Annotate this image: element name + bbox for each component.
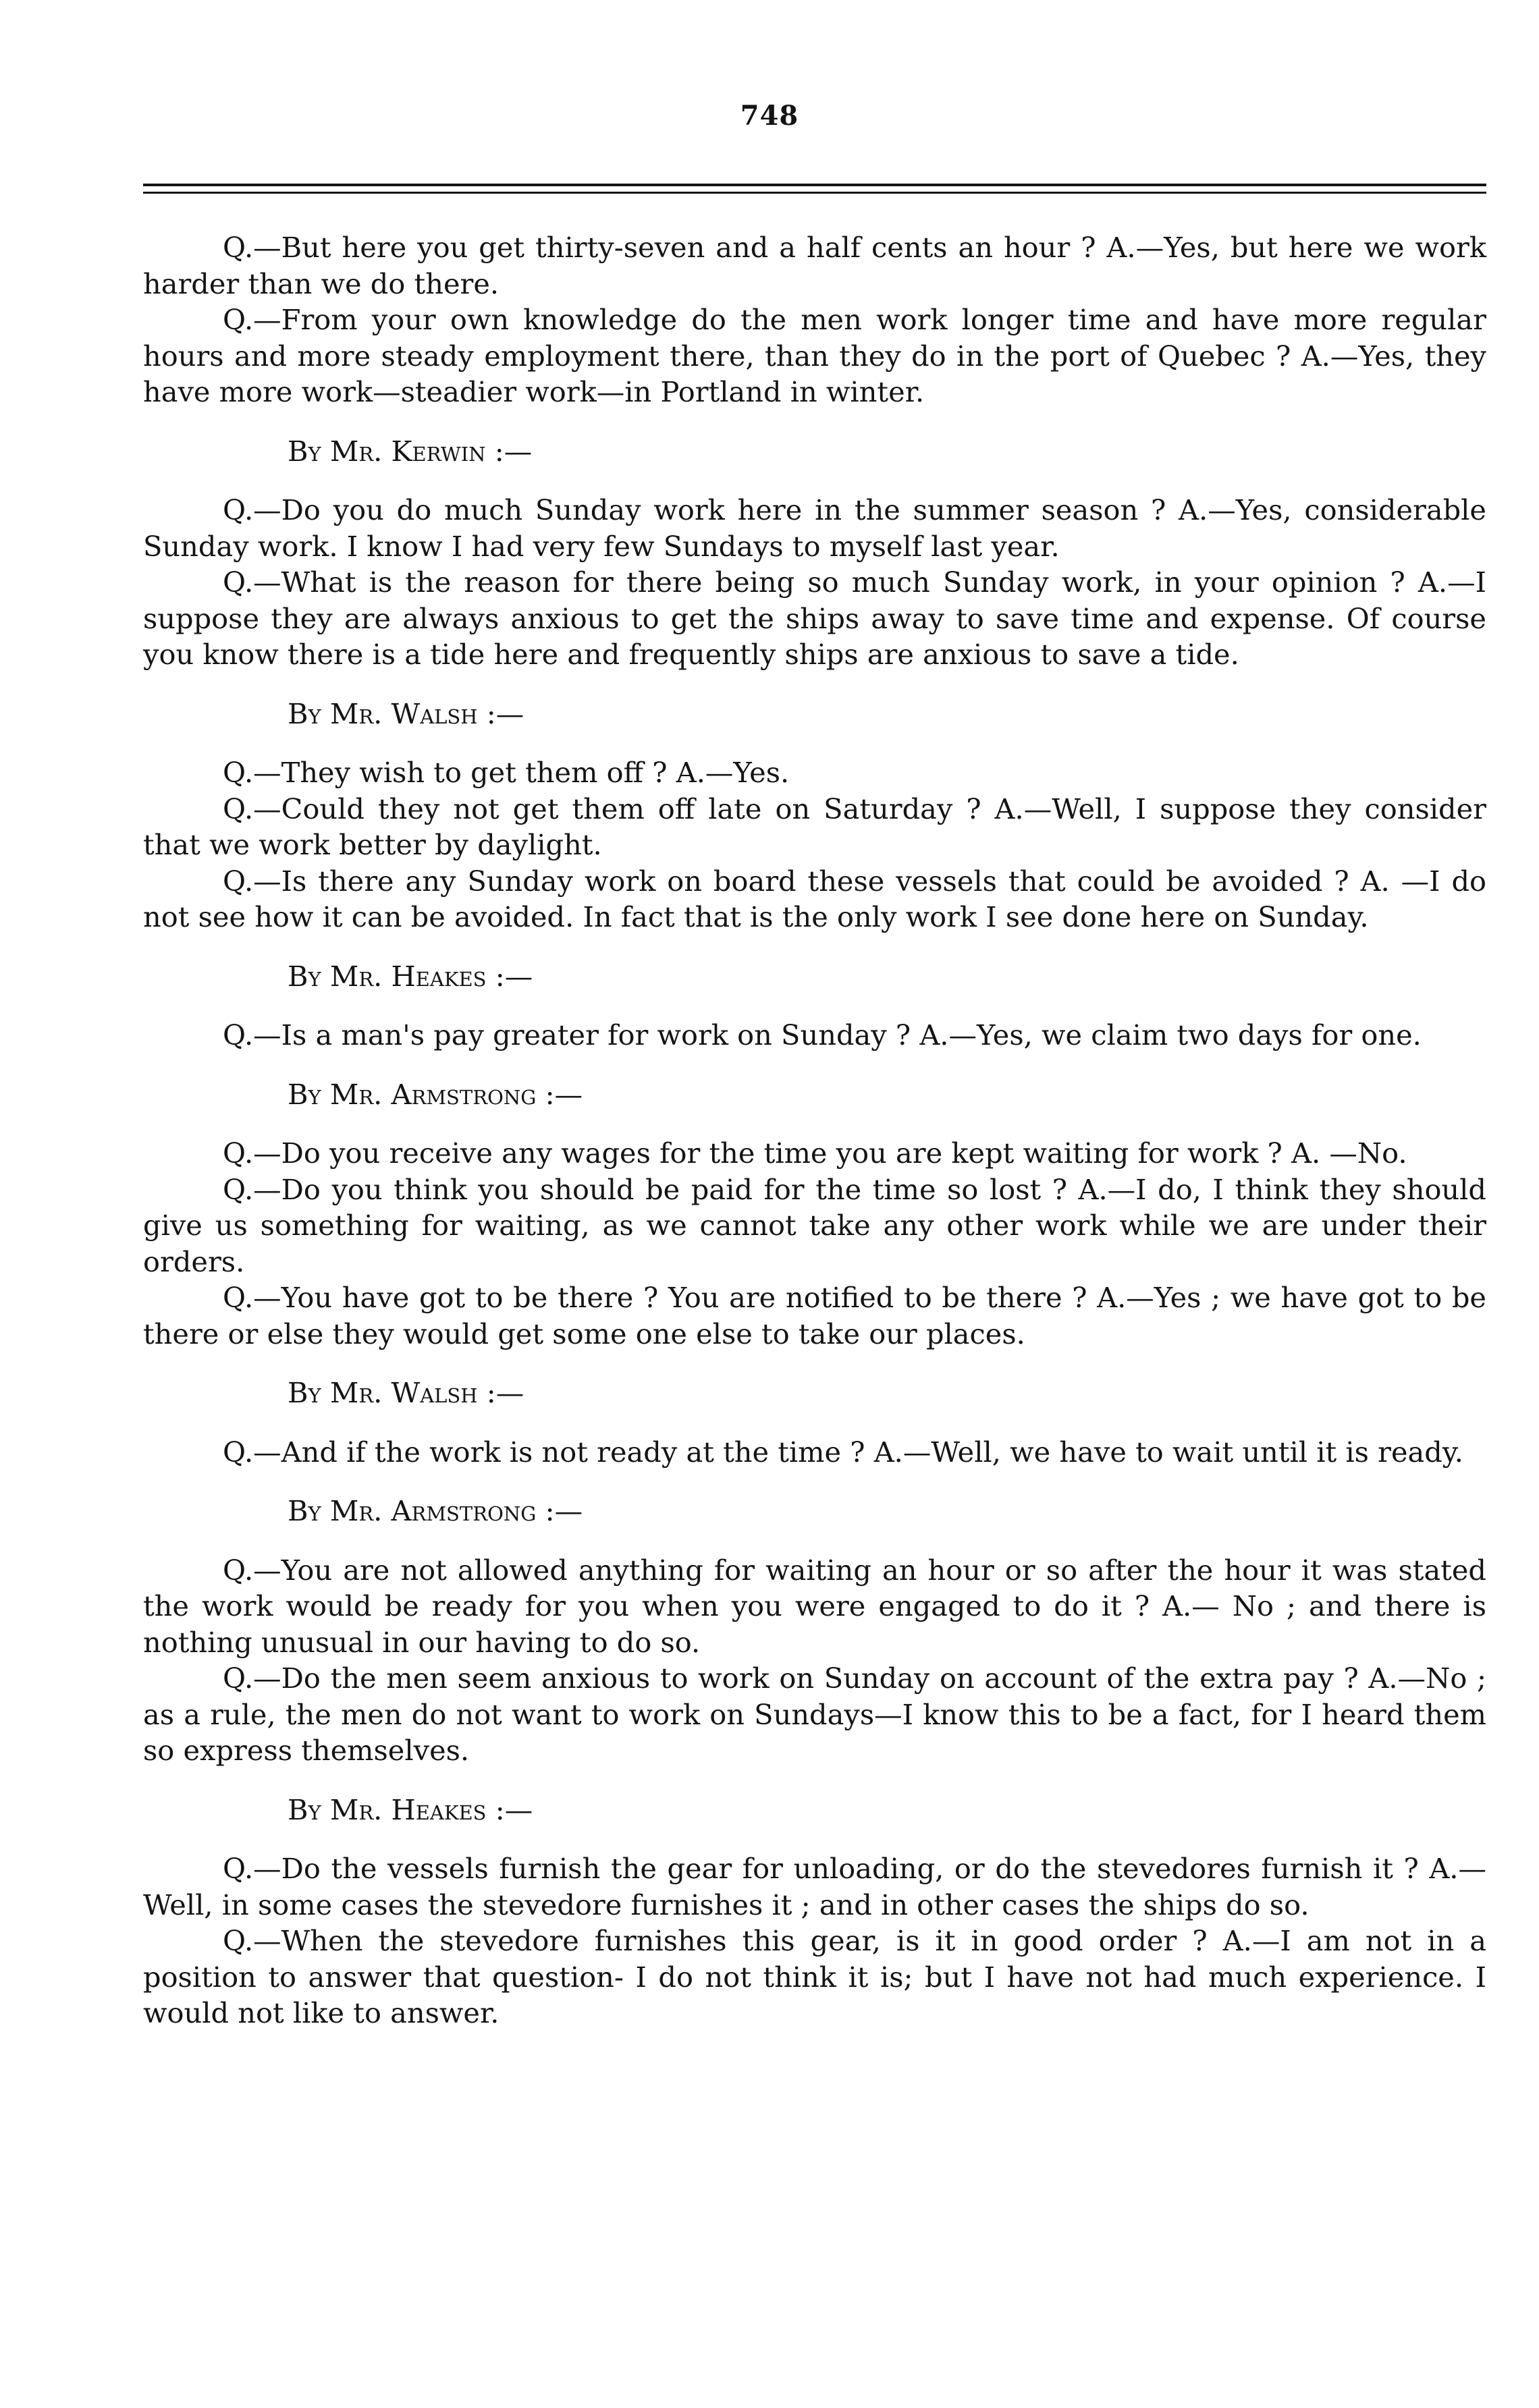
speaker-heading: [288, 1493, 1486, 1529]
question-answer-paragraph: Q.—When the stevedore furnishes this gear, is it in good order ? A.—I am not in a position to answer that question- I do not think it is; but I have not had much experience. I would not like to answer.: [143, 1924, 1486, 2029]
header-rule-thin: [143, 192, 1486, 194]
question-answer-paragraph: Q.—Do you receive any wages for the time you are kept waiting for work ? A. —No.: [223, 1137, 1407, 1170]
question-answer-paragraph: Q.—Is a man's pay greater for work on Sunday ? A.—Yes, we claim two days for one.: [223, 1018, 1422, 1051]
question-answer-paragraph: Q.—Do the vessels furnish the gear for unloading, or do the stevedores furnish it ? A.—Well, in some cases the stevedore furnishes it ; and in other cases the ships do so.: [143, 1852, 1486, 1921]
question-answer-paragraph: Q.—And if the work is not ready at the time ? A.—Well, we have to wait until it is ready.: [223, 1435, 1463, 1469]
question-answer-paragraph: Q.—They wish to get them off ? A.—Yes.: [223, 756, 790, 789]
question-answer-paragraph: Q.—You are not allowed anything for waiting an hour or so after the hour it was stated the work would be ready for you when you were engaged to do it ? A.— No ; and there is nothing unusual in our having to do so.: [143, 1553, 1486, 1659]
speaker-heading-text: By Mr. Armstrong :—: [288, 1077, 583, 1111]
speaker-heading-text: By Mr. Walsh :—: [288, 1376, 524, 1409]
speaker-heading-text: By Mr. Heakes :—: [288, 1793, 533, 1826]
header-rule-thick: [143, 184, 1486, 186]
testimony-body: [143, 229, 1486, 2031]
speaker-heading-text: By Mr. Armstrong :—: [288, 1494, 583, 1527]
speaker-heading: [288, 1375, 1486, 1411]
question-answer-paragraph: Q.—You have got to be there ? You are notified to be there ? A.—Yes ; we have got to be there or else they would get some one else to take our places.: [143, 1281, 1486, 1350]
speaker-heading-text: By Mr. Kerwin :—: [288, 434, 533, 468]
question-answer-paragraph: Q.—Do you do much Sunday work here in the summer season ? A.—Yes, considerable Sunday work. I know I had very few Sundays to myself last year.: [143, 493, 1486, 563]
speaker-heading: [288, 433, 1486, 470]
speaker-heading: [288, 958, 1486, 995]
question-answer-paragraph: Q.—But here you get thirty-seven and a half cents an hour ? A.—Yes, but here we work harder than we do there.: [143, 231, 1486, 300]
speaker-heading-text: By Mr. Heakes :—: [288, 959, 533, 993]
speaker-heading: [288, 696, 1486, 732]
question-answer-paragraph: Q.—Could they not get them off late on Saturday ? A.—Well, I suppose they consider that we work better by daylight.: [143, 792, 1486, 861]
speaker-heading: [288, 1076, 1486, 1113]
question-answer-paragraph: Q.—What is the reason for there being so much Sunday work, in your opinion ? A.—I suppose they are always anxious to get the ships away to save time and expense. Of course you know there is a tide here and frequently ships are anxious to save a tide.: [143, 566, 1486, 671]
question-answer-paragraph: Q.—From your own knowledge do the men work longer time and have more regular hours and more steady employment there, than they do in the port of Quebec ? A.—Yes, they have more work—steadier work—in Portland in winter.: [143, 303, 1486, 408]
speaker-heading-text: By Mr. Walsh :—: [288, 696, 524, 730]
page-number: 748: [740, 100, 799, 132]
question-answer-paragraph: Q.—Is there any Sunday work on board these vessels that could be avoided ? A. —I do not see how it can be avoided. In fact that is the only work I see done here on Sunday.: [143, 864, 1486, 933]
question-answer-paragraph: Q.—Do the men seem anxious to work on Sunday on account of the extra pay ? A.—No ; as a rule, the men do not want to work on Sundays—I know this to be a fact, for I heard them so express themselves.: [143, 1662, 1486, 1767]
question-answer-paragraph: Q.—Do you think you should be paid for the time so lost ? A.—I do, I think they should give us something for waiting, as we cannot take any other work while we are under their orders.: [143, 1172, 1486, 1278]
speaker-heading: [288, 1792, 1486, 1828]
